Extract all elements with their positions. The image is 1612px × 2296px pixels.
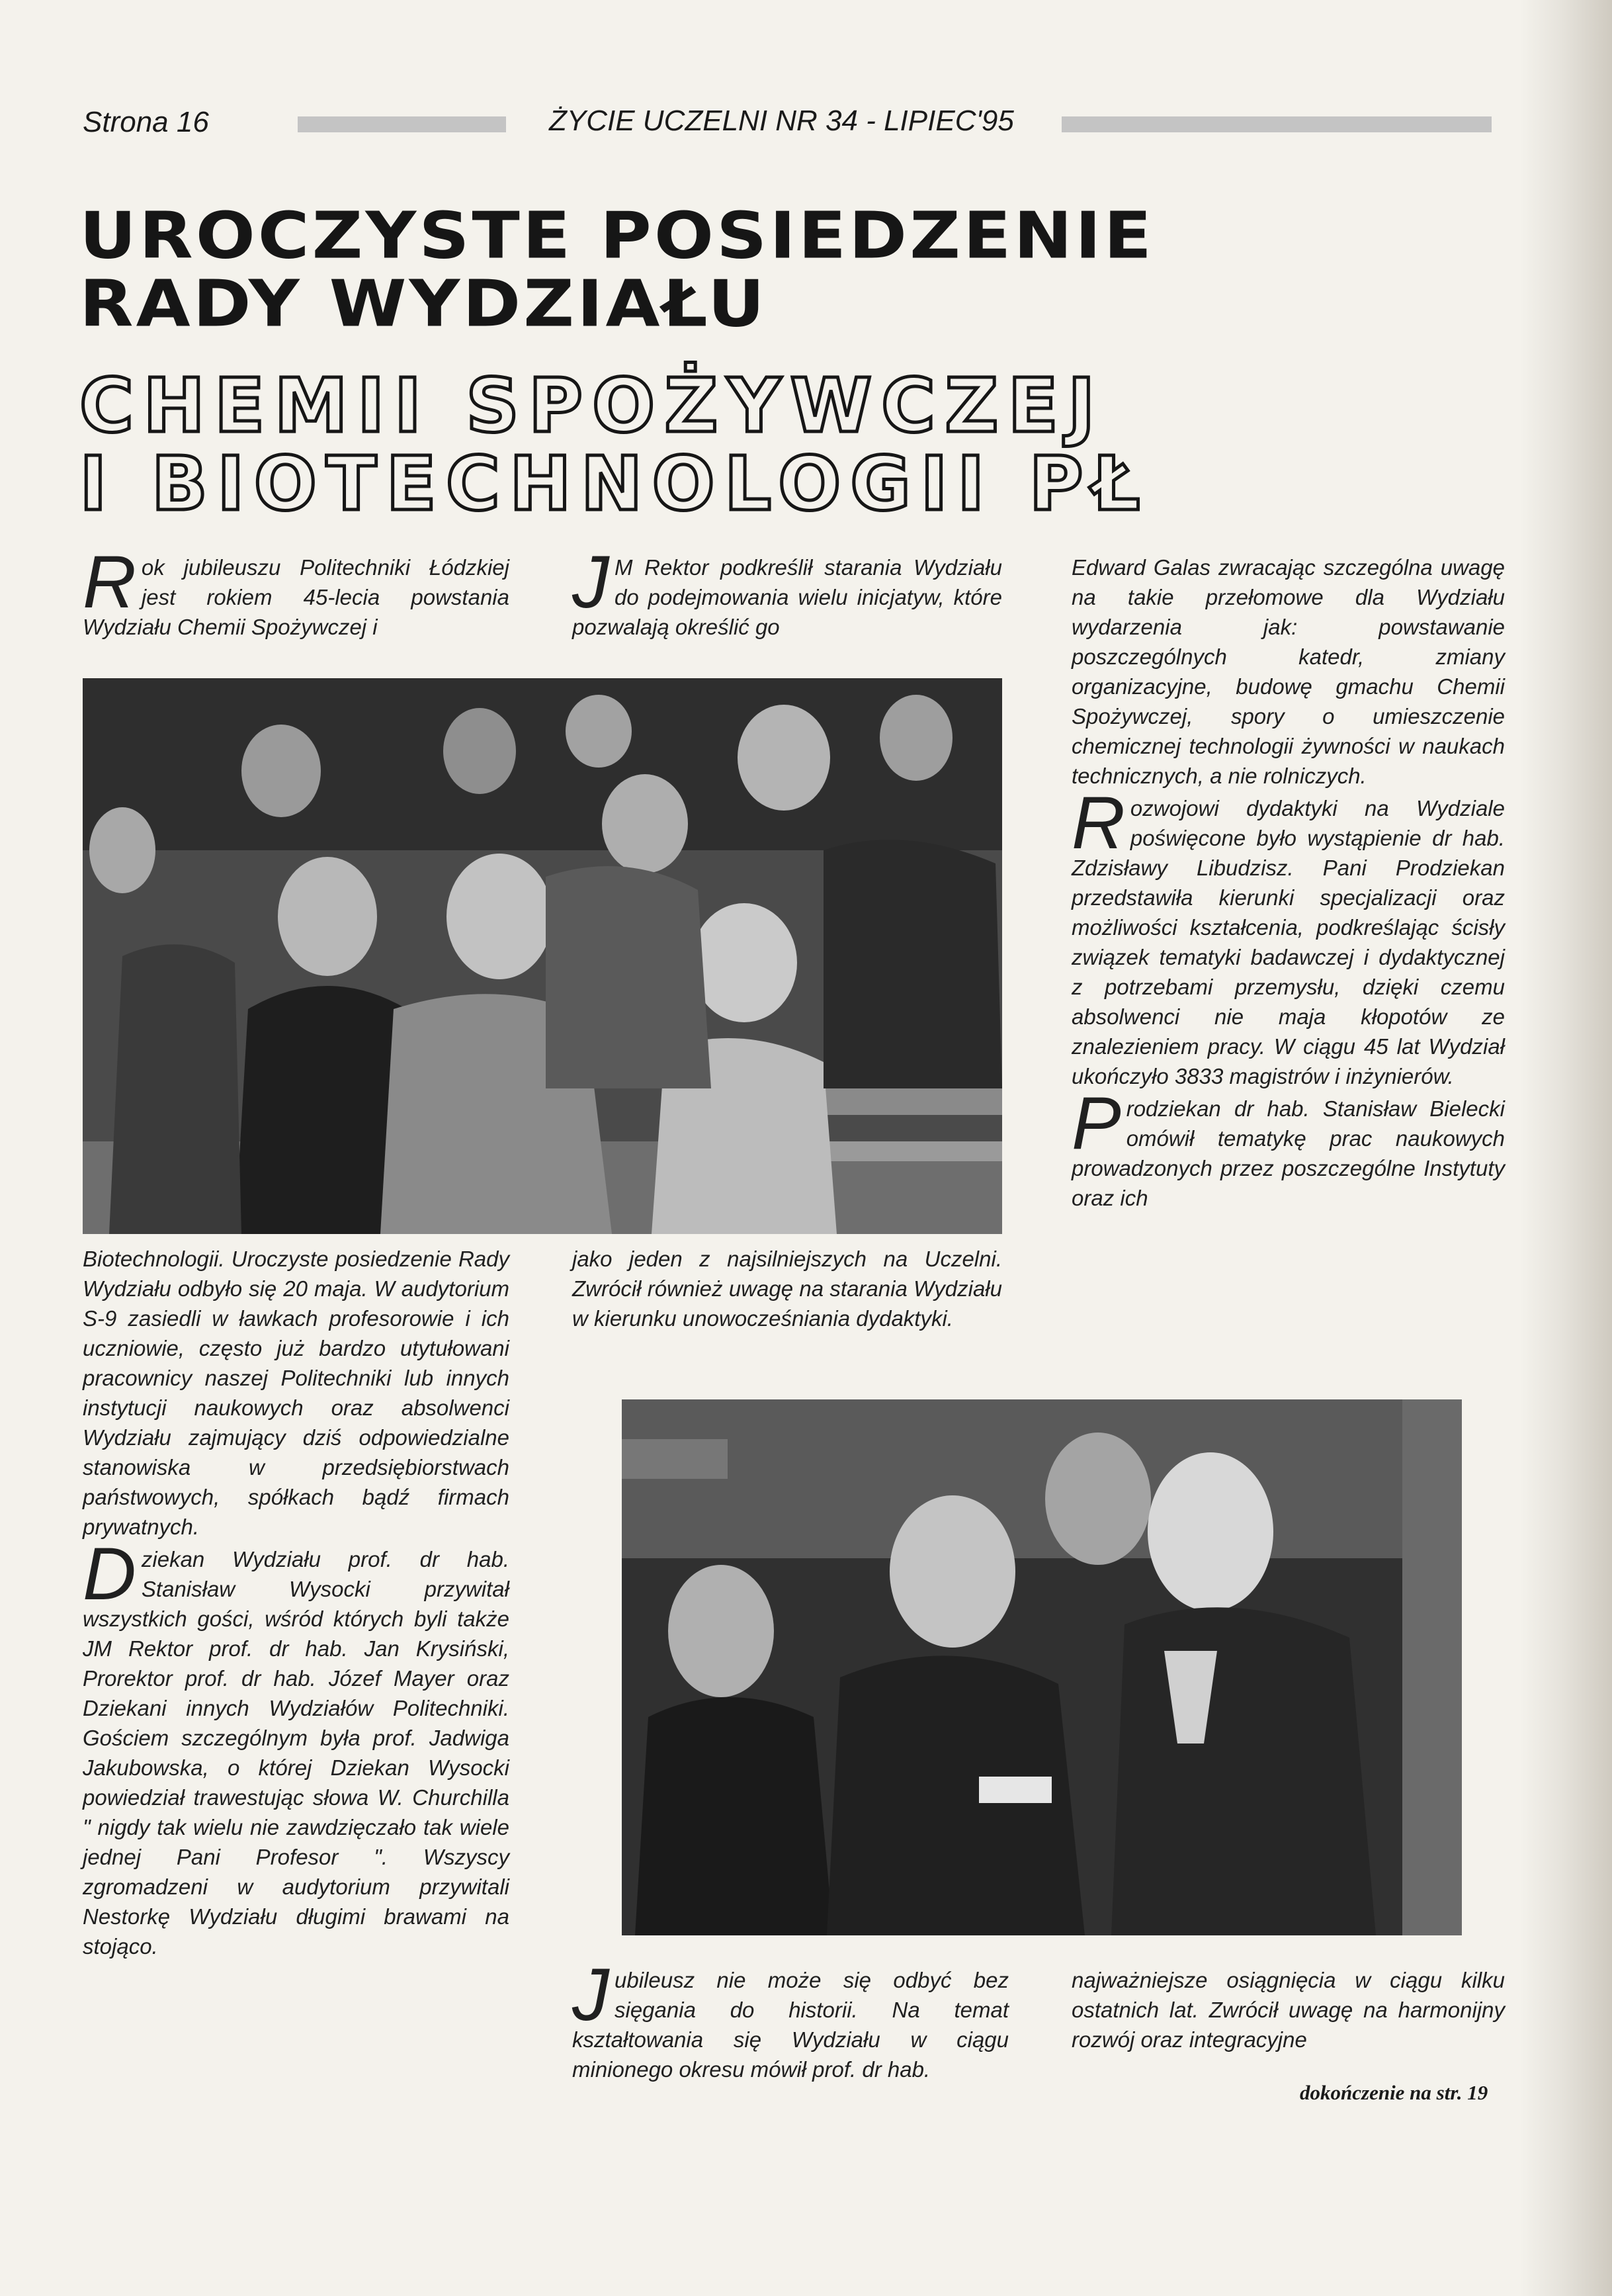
page-number: Strona 16 [83, 106, 209, 138]
title-line-1: UROCZYSTE POSIEDZENIE [79, 198, 1154, 273]
col3-paragraph-4: najważniejsze osiągnięcia w ciągu kilku ostatnich lat. Zwrócił uwagę na harmonijny rozwój oraz integracyjne [1072, 1968, 1505, 2052]
col2-paragraph-1: jako jeden z najsilniejszych na Uczelni. Zwrócił również uwagę na starania Wydziału w kierunku unowocześniania dydaktyki. [572, 1247, 1002, 1331]
col1-intro [83, 541, 509, 642]
col3-bottom [1072, 1965, 1505, 2057]
header-rule-right [1062, 116, 1492, 132]
subtitle-line-2: I BIOTECHNOLOGII PŁ [79, 441, 1150, 527]
subtitle-line-1: CHEMII SPOŻYWCZEJ [79, 363, 1105, 449]
col1-body [83, 1244, 509, 1964]
drop-cap: J [572, 541, 609, 623]
photo-audience [83, 678, 1002, 1234]
col3-paragraph-1: Edward Galas zwracając szczególna uwagę na takie przełomowe dla Wydziału wydarzenia jak: powstawanie poszczególnych katedr, zmiany organizacyjne, budowę gmachu Chemii Spożywczej, spory o umieszczenie chemicznej technologii żywności w naukach technicznych, a nie rolniczych. [1072, 555, 1505, 788]
page-edge [1519, 0, 1612, 2296]
drop-cap: J [572, 1953, 609, 2036]
col3-body [1072, 552, 1505, 1215]
col1-paragraph-2 [83, 1532, 509, 1961]
col2-body [572, 1244, 1002, 1336]
photo-handshake [622, 1399, 1462, 1935]
drop-cap: P [1072, 1082, 1121, 1165]
photo-handshake-image [622, 1399, 1462, 1935]
issue-title: ŻYCIE UCZELNI NR 34 - LIPIEC'95 [549, 105, 1014, 137]
col2-intro-text: M Rektor podkreślił starania Wydziału do podejmowania wielu inicjatyw, które pozwalają określić go [572, 555, 1002, 639]
article-subtitle [79, 363, 1303, 527]
continuation-note: dokończenie na str. 19 [1300, 2081, 1488, 2104]
photo-audience-image [83, 678, 1002, 1234]
page-header [0, 99, 1612, 146]
drop-cap: D [83, 1532, 136, 1615]
header-rule-left [298, 116, 506, 132]
col1-intro-text: ok jubileuszu Politechniki Łódzkiej jest rokiem 45-lecia powstania Wydziału Chemii Spożywczej i [83, 555, 509, 639]
col2-intro [572, 541, 1002, 642]
col1-paragraph-1: Biotechnologii. Uroczyste posiedzenie Rady Wydziału odbyło się 20 maja. W audytorium S-9 zasiedli w ławkach profesorowie i ich uczniowie, często już bardzo utytułowani pracownicy naszej Politechniki lub innych instytucji naukowych oraz absolwenci Wydziału zajmujący dziś odpowiedzialne stanowiska w przedsiębiorstwach państwowych, spółkach bądź firmach prywatnych. [83, 1247, 509, 1539]
col1-paragraph-2-text: ziekan Wydziału prof. dr hab. Stanisław Wysocki przywitał wszystkich gości, wśród których byli także JM Rektor prof. dr hab. Jan Krysiński, Prorektor prof. dr hab. Józef Mayer oraz Dziekani innych Wydziałów Politechniki. Gościem szczególnym była prof. Jadwiga Jakubowska, o której Dziekan Wysocki powiedział trawestując słowa W. Churchilla " nigdy tak wielu nie zawdzięczało tak wiele jednej Pani Profesor ". Wszyscy zgromadzeni w audytorium przywitali Nestorkę Wydziału długimi brawami na stojąco. [83, 1547, 509, 1959]
title-line-2: RADY WYDZIAŁU [79, 266, 767, 341]
col3-paragraph-2-text: ozwojowi dydaktyki na Wydziale poświęcone było wystąpienie dr hab. Zdzisławy Libudzisz. Pani Prodziekan przedstawiła kierunki specjalizacji oraz możliwości kształcenia, podkreślając ścisły związek tematyki badawczej i dydaktycznej z potrzebami przemysłu, dzięki czemu absolwenci nie maja kłopotów ze znalezieniem pracy. W ciągu 45 lat Wydział ukończyło 3833 magistrów i inżynierów. [1072, 796, 1505, 1088]
drop-cap: R [1072, 781, 1125, 864]
col2-paragraph-2-text: ubileusz nie może się odbyć bez sięgania do historii. Na temat kształtowania się Wydziału w ciągu minionego okresu mówił prof. dr hab. [572, 1968, 1009, 2082]
col2-bottom [572, 1953, 1009, 2084]
col3-paragraph-2 [1072, 781, 1505, 1091]
drop-cap: R [83, 541, 136, 623]
col3-paragraph-3 [1072, 1082, 1505, 1213]
article-title [79, 198, 1502, 341]
col3-paragraph-3-text: rodziekan dr hab. Stanisław Bielecki omówił tematykę prac naukowych prowadzonych przez poszczególne Instytuty oraz ich [1072, 1096, 1505, 1210]
